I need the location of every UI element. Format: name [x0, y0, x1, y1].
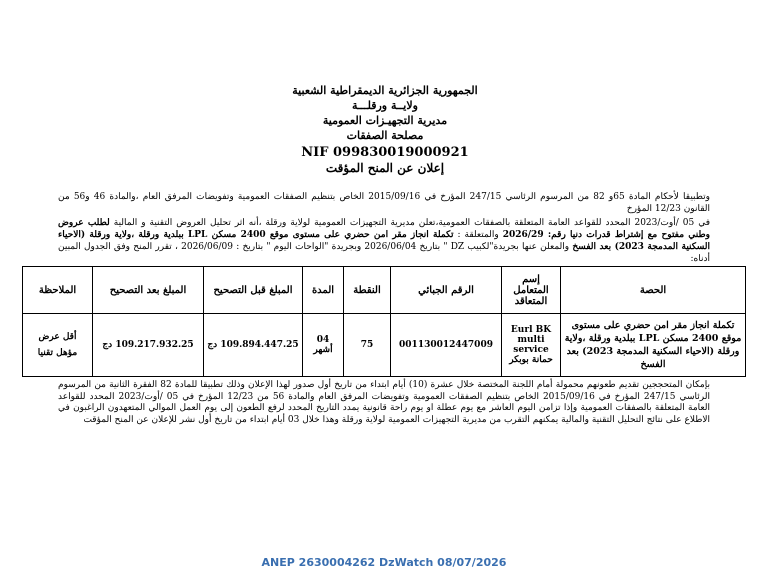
cell-lot: تكملة انجاز مقر امن حضري على مستوى موقع 2400 مسكن LPL ببلدية ورقلة ،ولاية ورقلة (الاحياء السكنية المدمجة 2023) بعد الفسخ: [561, 314, 746, 377]
remark-line-1: أقل عرض: [38, 332, 77, 342]
award-text-part2: والمتعلقة :: [453, 230, 503, 240]
award-table: [22, 266, 746, 377]
publication-footer: ANEP 2630004262 DzWatch 08/07/2026: [261, 556, 507, 569]
cell-amount-after: 109.217.932.25 دج: [93, 314, 204, 377]
wilaya-title: ولايــة ورقلـــة: [352, 99, 418, 112]
header-amount-before: المبلغ قبل التصحيح: [204, 267, 303, 314]
award-text-part1: في 05 /أوت/2023 المحدد للقواعد العامة المتعلقة بالصفقات العمومية،تعلن مديرية التجهيزات العمومية لولاية ورقلة ،أنه اثر تحليل العروض التقنية و المالية: [109, 218, 711, 228]
header-remark: الملاحظة: [23, 267, 93, 314]
contractor-name: Eurl BK multi service: [510, 325, 552, 355]
appeal-paragraph: بإمكان المتحججين تقديم طعونهم محمولة أمام اللجنة المختصة خلال عشرة (10) أيام ابتداء من تاريخ أول صدور لهذا الإعلان وذلك تطبيقا للمادة 82 الفقرة الثانية من المرسوم الرئاسي 247/15 المؤرخ في 2015/09/16 الخاص بتنظيم الصفقات العمومية وتفويضات المرفق العام والمادة 56 من 12/23 المؤرخ في 05 /أوت/2023 المحدد للقواعد العامة المتعلقة بالصفقات العمومية وإذا تزامن اليوم العاشر مع يوم عطلة او يوم راحة قانونية يمدد التاريخ المحدد لرفع الطعون إلى يوم العمل الموالي المتعهدون الراغبون في الاطلاع على نتائج التحليل التقنية والمالية يمكنهم التقرب من مديرية التجهيزات العمومية لولاية ورقلة وهذا خلال 03 أيام ابتداء من تاريخ أول نشر للإعلان عن المنح المؤقت: [58, 380, 710, 425]
header-lot: الحصة: [561, 267, 746, 314]
header-amount-after: المبلغ بعد التصحيح: [93, 267, 204, 314]
table-header-row: [23, 267, 746, 314]
remark-line-2: مؤهل تقنيا: [37, 348, 78, 358]
cell-duration: 04 أشهر: [303, 314, 344, 377]
intro-paragraph: وتطبيقا لأحكام المادة 65و 82 من المرسوم الرئاسي 247/15 المؤرخ في 2015/09/16 الخاص بتنظيم الصفقات العمومية وتفويضات المرفق العام ،والمادة 46 و56 من القانون 12/23 المؤرخ: [58, 192, 710, 214]
contractor-manager: حمانة بوبكر: [509, 355, 553, 365]
cell-amount-before: 109.894.447.25 دج: [204, 314, 303, 377]
directorate-title: مديرية التجهيـزات العمومية: [322, 114, 448, 127]
project-title: تكملة انجاز مقر امن حضري على مستوى موقع 2400 مسكن LPL ببلدية ورقلة ،ولاية ورقلة (الاحياء السكنية المدمجة 2023) بعد الفسخ: [58, 230, 710, 252]
document-header: [250, 83, 520, 176]
award-paragraph: [58, 217, 710, 265]
nif-number: NIF 099830019000921: [301, 145, 469, 160]
header-duration: المدة: [303, 267, 344, 314]
republic-title: الجمهورية الجزائرية الديمقراطية الشعبية: [292, 84, 478, 97]
header-score: النقطة: [344, 267, 391, 314]
cell-score: 75: [344, 314, 391, 377]
service-title: مصلحة الصفقات: [346, 129, 424, 142]
table-row: [23, 314, 746, 377]
cell-remark: [23, 314, 93, 377]
cell-tax-id: 001130012447009: [391, 314, 502, 377]
announcement-title: إعلان عن المنح المؤقت: [325, 161, 445, 175]
header-contractor: إسم المتعامل المتعاقد: [502, 267, 561, 314]
header-tax-id: الرقم الجبائي: [391, 267, 502, 314]
tender-reference: لطلب عروض وطني مفتوح مع إشتراط قدرات دنيا رقم: 2026/29: [58, 218, 711, 240]
award-text-part3: والمعلن عنها بجريدة"لكبيب DZ " بتاريخ 2026/06/04 وبجريدة "الواحات اليوم " بتاريخ : 2026/06/09 ، تقرر المنح وفق الجدول المبين أدناه:: [58, 242, 710, 264]
cell-contractor: [502, 314, 561, 377]
